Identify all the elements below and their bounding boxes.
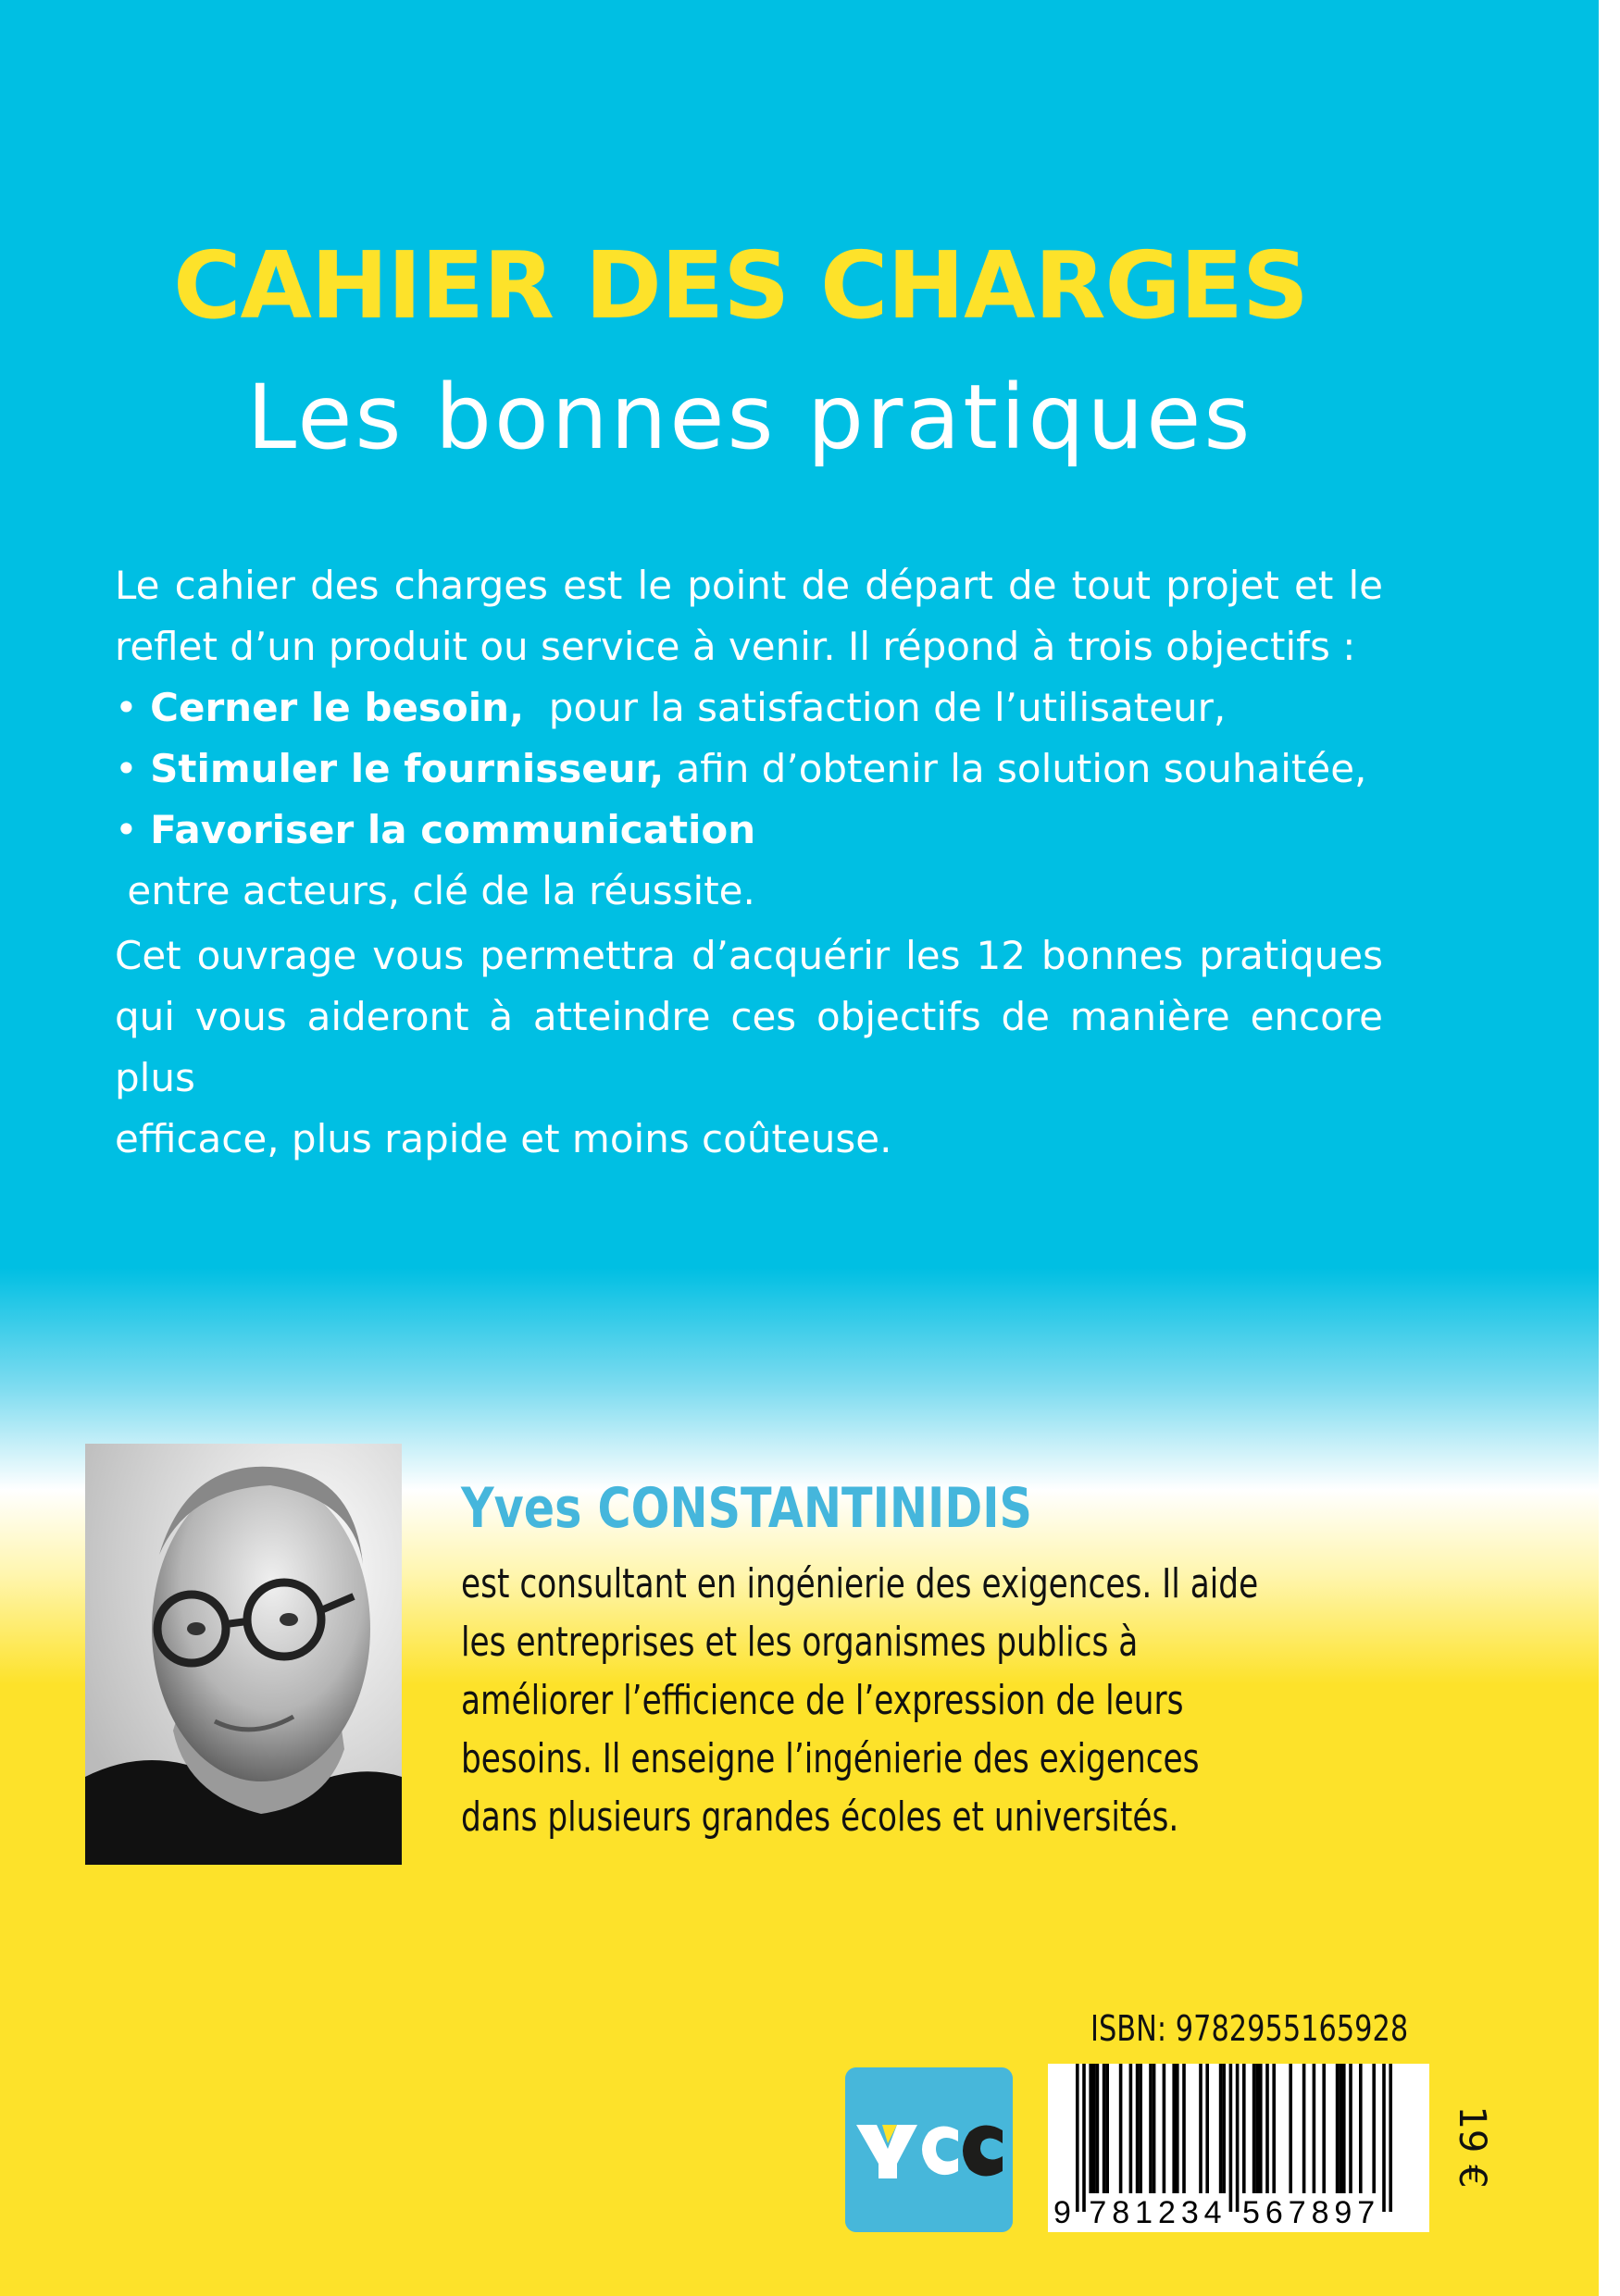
barcode-bar	[1082, 2064, 1086, 2212]
barcode-bar	[1229, 2064, 1233, 2212]
barcode-bar	[1089, 2064, 1092, 2193]
book-title: CAHIER DES CHARGES	[173, 231, 1308, 340]
price: 19 €	[1451, 2105, 1493, 2189]
barcode-bar	[1129, 2064, 1133, 2193]
barcode-bar	[1342, 2064, 1346, 2193]
barcode-bar	[1205, 2064, 1209, 2193]
bio-line: les entreprises et les organismes publics à	[461, 1619, 1139, 1666]
intro-paragraph	[115, 555, 1383, 922]
barcode-bar	[1265, 2064, 1269, 2193]
barcode-bar	[1372, 2064, 1376, 2193]
summary-line: qui vous aideront à atteindre ces objectifs de manière encore plus	[115, 994, 1383, 1100]
bio-line: est consultant en ingénierie des exigences. Il aide	[461, 1560, 1259, 1607]
barcode-bar	[1302, 2064, 1306, 2193]
summary-line: Cet ouvrage vous permettra d’acquérir les 12 bonnes pratiques	[115, 933, 1383, 978]
bullet-item: • Favoriser la communication entre acteurs, clé de la réussite.	[115, 807, 756, 913]
barcode-bar	[1359, 2064, 1363, 2193]
barcode-bar	[1242, 2064, 1246, 2193]
bullet-item: • Cerner le besoin, pour la satisfaction de l’utilisateur,	[115, 685, 1227, 730]
barcode-bar	[1389, 2064, 1392, 2212]
barcode-bar	[1336, 2064, 1340, 2193]
barcode-bar	[1153, 2064, 1156, 2193]
barcode-bar	[1103, 2064, 1106, 2193]
barcode-digits-left: 781234	[1089, 2195, 1222, 2230]
barcode-bar	[1255, 2064, 1259, 2193]
barcode-bar	[1222, 2064, 1226, 2193]
barcode-bar	[1199, 2064, 1203, 2193]
barcode-bar	[1349, 2064, 1352, 2193]
barcode-bar	[1105, 2064, 1109, 2193]
author-name: Yves CONSTANTINIDIS	[461, 1476, 1032, 1541]
barcode-bar	[1163, 2064, 1166, 2193]
barcode-bar	[1172, 2064, 1176, 2193]
barcode-bar	[1176, 2064, 1179, 2193]
bio-line: améliorer l’efficience de l’expression de leurs	[461, 1677, 1184, 1724]
barcode-bar	[1092, 2064, 1096, 2193]
barcode-bar	[1313, 2064, 1316, 2193]
barcode-bar	[1272, 2064, 1276, 2193]
barcode-bar	[1339, 2064, 1342, 2193]
barcode-bar	[1236, 2064, 1240, 2212]
barcode-bar	[1096, 2064, 1100, 2193]
bio-line: dans plusieurs grandes écoles et universités.	[461, 1793, 1179, 1841]
author-photo	[85, 1444, 402, 1865]
book-subtitle: Les bonnes pratiques	[246, 366, 1253, 469]
summary-paragraph	[115, 925, 1383, 1170]
summary-line: efficace, plus rapide et moins coûteuse.	[115, 1116, 892, 1161]
isbn-label: ISBN: 9782955165928	[1090, 2008, 1409, 2049]
barcode-bar	[1289, 2064, 1292, 2193]
bio-line: besoins. Il enseigne l’ingénierie des exigences	[461, 1735, 1200, 1782]
barcode-bar	[1259, 2064, 1263, 2193]
barcode-bar	[1139, 2064, 1142, 2193]
publisher-logo	[845, 2067, 1013, 2232]
barcode-bar	[1219, 2064, 1223, 2193]
barcode-bar	[1119, 2064, 1123, 2193]
isbn-barcode	[1048, 2064, 1429, 2232]
barcode-bar	[1322, 2064, 1326, 2193]
barcode-bar	[1076, 2064, 1079, 2212]
barcode-bar	[1136, 2064, 1140, 2193]
intro-line: reflet d’un produit ou service à venir. Il répond à trois objectifs :	[115, 624, 1356, 669]
barcode-bar	[1149, 2064, 1153, 2193]
author-bio	[461, 1555, 1258, 1846]
barcode-digits-right: 567897	[1242, 2195, 1376, 2230]
barcode-digit-first: 9	[1053, 2195, 1071, 2230]
barcode-bar	[1182, 2064, 1186, 2193]
intro-line: Le cahier des charges est le point de départ de tout projet et le	[115, 563, 1383, 608]
barcode-bar	[1382, 2064, 1386, 2212]
bullet-item: • Stimuler le fournisseur, afin d’obtenir la solution souhaitée,	[115, 746, 1367, 791]
barcode-bar	[1252, 2064, 1256, 2193]
